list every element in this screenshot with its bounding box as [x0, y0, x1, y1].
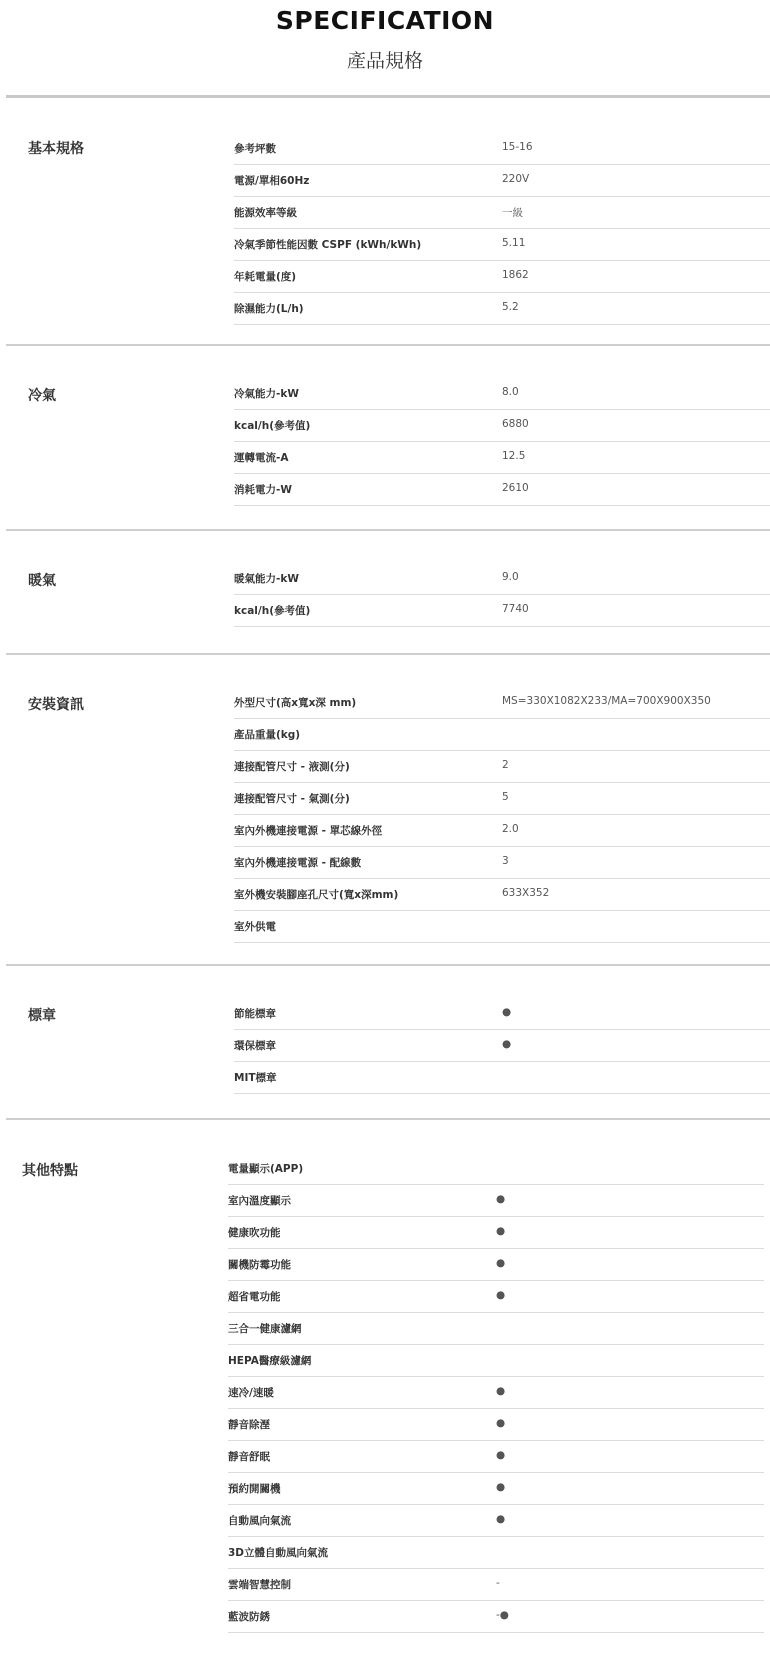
spec-row-value: 5.11 [502, 237, 526, 249]
spec-row-label: 室內外機連接電源 - 單芯線外徑 [234, 825, 383, 837]
spec-row-value: ● [496, 1385, 506, 1397]
spec-row-label: 室外供電 [234, 921, 276, 933]
spec-row-label: 產品重量(kg) [234, 729, 301, 741]
section-label: 其他特點 [22, 1163, 78, 1179]
spec-row [228, 1473, 764, 1505]
spec-row-label: 電量顯示(APP) [228, 1163, 304, 1175]
spec-row-label: 預約開關機 [228, 1483, 281, 1495]
spec-rows [234, 563, 770, 627]
spec-row [234, 293, 770, 325]
spec-row [234, 474, 770, 506]
section-label: 標章 [28, 1008, 56, 1024]
spec-row-value: -● [496, 1609, 509, 1621]
spec-row-value: 一級 [502, 207, 523, 219]
spec-row-label: kcal/h(參考值) [234, 420, 311, 432]
spec-rows [234, 378, 770, 506]
spec-row-value: ● [496, 1513, 506, 1525]
section-divider [6, 529, 770, 531]
spec-row [234, 229, 770, 261]
spec-row-label: 室內外機連接電源 - 配線數 [234, 857, 362, 869]
spec-row [234, 815, 770, 847]
page-subtitle: 產品規格 [346, 50, 423, 72]
section-divider [6, 964, 770, 966]
spec-row [228, 1345, 764, 1377]
spec-row-value: 2610 [502, 482, 529, 494]
spec-row-label: kcal/h(參考值) [234, 605, 311, 617]
spec-row [234, 719, 770, 751]
spec-row-label: 室內溫度顯示 [228, 1195, 291, 1207]
spec-row-value: ● [502, 1006, 512, 1018]
spec-row [234, 751, 770, 783]
spec-row-value: 12.5 [502, 450, 526, 462]
spec-row-value: 5 [502, 791, 509, 803]
spec-row [228, 1377, 764, 1409]
spec-row-label: 外型尺寸(高x寬x深 mm) [234, 697, 357, 709]
spec-row-label: 能源效率等級 [234, 207, 297, 219]
spec-row-value: ● [496, 1225, 506, 1237]
spec-row-value: 3 [502, 855, 509, 867]
spec-header [0, 0, 770, 98]
spec-row-value: 2.0 [502, 823, 519, 835]
spec-row-value: 6880 [502, 418, 529, 430]
spec-row-value: 8.0 [502, 386, 519, 398]
spec-row [234, 197, 770, 229]
spec-row [234, 847, 770, 879]
spec-row [228, 1217, 764, 1249]
spec-rows [234, 133, 770, 325]
spec-row-label: 節能標章 [234, 1008, 276, 1020]
spec-row-label: 健康吹功能 [228, 1227, 281, 1239]
spec-row [228, 1185, 764, 1217]
spec-row [234, 442, 770, 474]
spec-row-value: 633X352 [502, 887, 550, 899]
spec-row-label: 藍波防銹 [228, 1611, 270, 1623]
spec-row-value: 1862 [502, 269, 529, 281]
spec-row [228, 1409, 764, 1441]
spec-row-label: 環保標章 [234, 1040, 276, 1052]
spec-row [234, 563, 770, 595]
spec-row [234, 911, 770, 943]
spec-row [228, 1505, 764, 1537]
section-divider [6, 344, 770, 346]
spec-row-label: 暖氣能力-kW [234, 573, 299, 585]
header-divider [6, 95, 770, 98]
spec-row-label: 靜音舒眠 [228, 1451, 270, 1463]
spec-rows [234, 998, 770, 1094]
spec-row-value: ● [496, 1417, 506, 1429]
spec-row [228, 1281, 764, 1313]
spec-row-label: 年耗電量(度) [234, 271, 297, 283]
spec-row-label: HEPA醫療級濾網 [228, 1355, 312, 1367]
spec-row [234, 687, 770, 719]
spec-row-value: ● [496, 1449, 506, 1461]
spec-row-value: ● [496, 1257, 506, 1269]
section-label: 暖氣 [28, 573, 56, 589]
section-label: 安裝資訊 [28, 697, 84, 713]
spec-row [234, 998, 770, 1030]
spec-rows [234, 687, 770, 943]
spec-row [228, 1537, 764, 1569]
spec-row [228, 1601, 764, 1633]
spec-row-label: 消耗電力-W [234, 484, 292, 496]
spec-row [228, 1441, 764, 1473]
spec-row-value: - [496, 1577, 500, 1589]
spec-row [234, 133, 770, 165]
spec-row-label: 超省電功能 [228, 1291, 281, 1303]
spec-row-label: 冷氣能力-kW [234, 388, 299, 400]
spec-row-label: 連接配管尺寸 - 液測(分) [234, 761, 350, 773]
section-divider [6, 1118, 770, 1120]
spec-row-value: ● [502, 1038, 512, 1050]
spec-row-value: 15-16 [502, 141, 533, 153]
spec-row-label: 連接配管尺寸 - 氣測(分) [234, 793, 350, 805]
spec-row [234, 595, 770, 627]
spec-row-value: MS=330X1082X233/MA=700X900X350 [502, 695, 711, 707]
spec-row-label: MIT標章 [234, 1072, 277, 1084]
spec-row-label: 速冷/速暖 [228, 1387, 274, 1399]
spec-row-label: 運轉電流-A [234, 452, 289, 464]
spec-row-label: 關機防霉功能 [228, 1259, 291, 1271]
spec-row-label: 室外機安裝腳座孔尺寸(寬x深mm) [234, 889, 399, 901]
page-title: SPECIFICATION [275, 6, 495, 35]
spec-row-label: 電源/單相60Hz [234, 175, 310, 187]
spec-row-label: 冷氣季節性能因數 CSPF (kWh/kWh) [234, 239, 422, 251]
spec-row [234, 1030, 770, 1062]
spec-row-label: 自動風向氣流 [228, 1515, 291, 1527]
spec-row [234, 783, 770, 815]
spec-row-label: 雲端智慧控制 [228, 1579, 291, 1591]
spec-row-label: 3D立體自動風向氣流 [228, 1547, 329, 1559]
spec-row-value: 2 [502, 759, 509, 771]
spec-row-label: 除濕能力(L/h) [234, 303, 304, 315]
spec-row [228, 1569, 764, 1601]
spec-row-label: 三合一健康濾網 [228, 1323, 302, 1335]
section-label: 冷氣 [28, 388, 56, 404]
spec-row-label: 參考坪數 [234, 143, 276, 155]
spec-row-label: 靜音除溼 [228, 1419, 270, 1431]
spec-row [234, 261, 770, 293]
spec-row-value: ● [496, 1289, 506, 1301]
spec-row-value: ● [496, 1193, 506, 1205]
spec-row [234, 879, 770, 911]
spec-row-value: ● [496, 1481, 506, 1493]
spec-row-value: 5.2 [502, 301, 519, 313]
spec-row [234, 165, 770, 197]
spec-row-value: 220V [502, 173, 530, 185]
section-label: 基本規格 [28, 141, 84, 157]
spec-row [228, 1153, 764, 1185]
spec-row-value: 7740 [502, 603, 529, 615]
spec-row [234, 410, 770, 442]
section-divider [6, 653, 770, 655]
spec-row-value: 9.0 [502, 571, 519, 583]
spec-row [234, 378, 770, 410]
spec-row [228, 1313, 764, 1345]
spec-rows [228, 1153, 764, 1633]
spec-row [234, 1062, 770, 1094]
spec-row [228, 1249, 764, 1281]
